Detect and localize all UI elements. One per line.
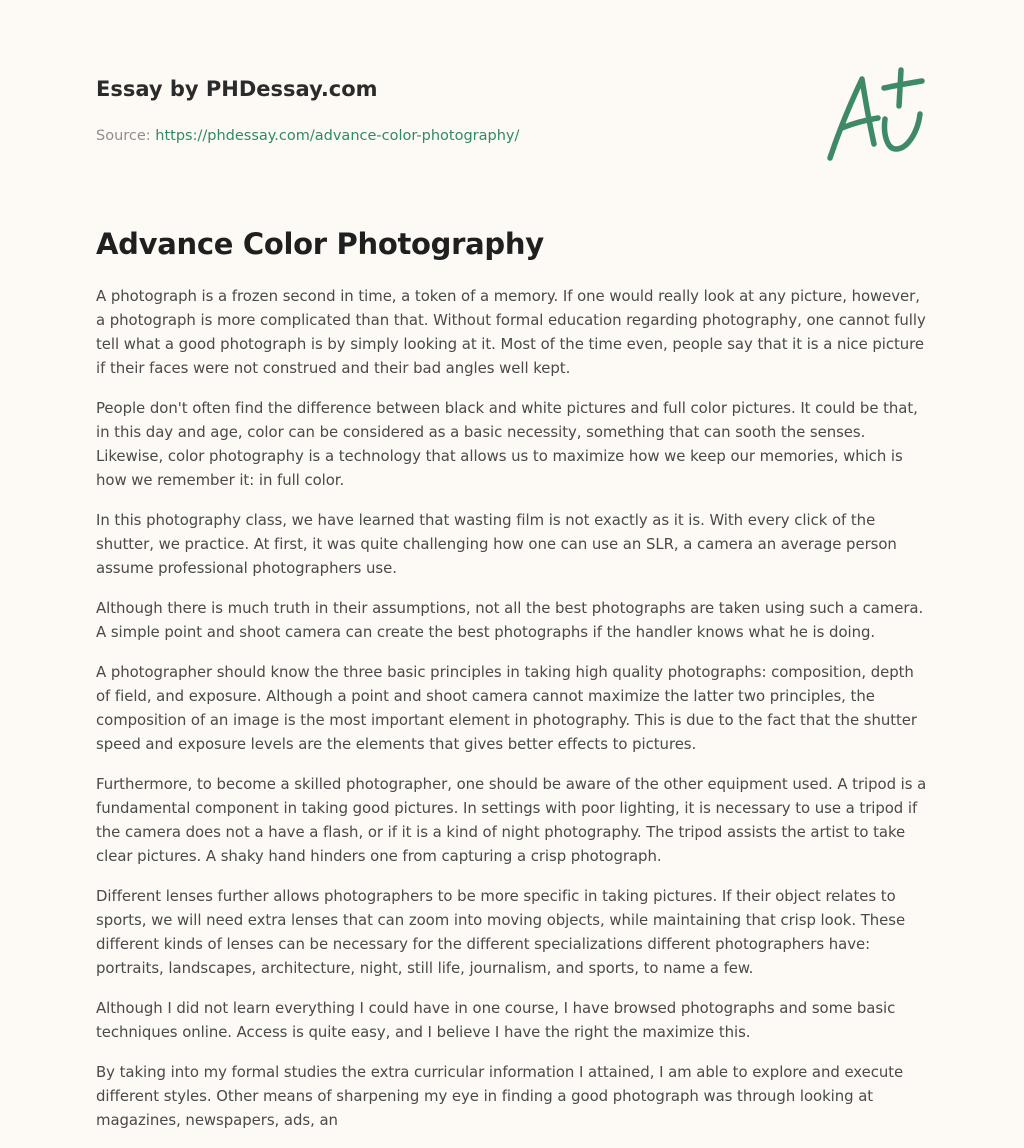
essay-header [96,74,696,146]
essay-paragraph: Furthermore, to become a skilled photographer, one should be aware of the other equipment used. A tripod is a fundamental component in taking good pictures. In settings with poor lighting, it is necessary to use a tripod if the camera does not a have a flash, or if it is a kind of night photography. The tripod assists the artist to take clear pictures. A shaky hand hinders one from capturing a crisp photograph. [96,775,927,865]
essay-paragraph: By taking into my formal studies the extra curricular information I attained, I am able to explore and execute different styles. Other means of sharpening my eye in finding a good photograph was through looking at magazines, newspapers, ads, an [96,1063,904,1129]
site-brand: Essay by PHDessay.com [96,77,378,101]
essay-paragraph: A photograph is a frozen second in time, a token of a memory. If one would really look at any picture, however, a photograph is more complicated than that. Without formal education regarding photography, one cannot fully tell what a good photograph is by simply looking at it. Most of the time even, people say that it is a nice picture if their faces were not construed and their bad angles well kept. [96,287,926,377]
essay-body [96,284,930,1148]
a-plus-logo-icon [820,66,928,166]
essay-paragraph: Different lenses further allows photographers to be more specific in taking pictures. If their object relates to sports, we will need extra lenses that can zoom into moving objects, while maintaining that crisp look. These different kinds of lenses can be necessary for the different specializations different photographers have: portraits, landscapes, architecture, night, still life, journalism, and sports, to name a few. [96,887,906,977]
essay-paragraph: Although there is much truth in their assumptions, not all the best photographs are taken using such a camera. A simple point and shoot camera can create the best photographs if the handler knows what he is doing. [96,599,924,641]
essay-paragraph: A photographer should know the three basic principles in taking high quality photographs: composition, depth of field, and exposure. Although a point and shoot camera cannot maximize the latter two principles, the composition of an image is the most important element in photography. This is due to the fact that the shutter speed and exposure levels are the elements that gives better effects to pictures. [96,663,917,753]
essay-title: Advance Color Photography [96,227,544,261]
source-line [96,126,696,146]
source-link[interactable]: https://phdessay.com/advance-color-photography/ [155,128,520,144]
essay-paragraph: In this photography class, we have learned that wasting film is not exactly as it is. With every click of the shutter, we practice. At first, it was quite challenging how one can use an SLR, a camera an average person assume professional photographers use. [96,511,897,577]
essay-paragraph: People don't often find the difference between black and white pictures and full color pictures. It could be that, in this day and age, color can be considered as a basic necessity, something that can sooth the senses. Likewise, color photography is a technology that allows us to maximize how we keep our memories, which is how we remember it: in full color. [96,399,918,489]
essay-paragraph: Although I did not learn everything I could have in one course, I have browsed photographs and some basic techniques online. Access is quite easy, and I believe I have the right the maximize this. [96,999,896,1041]
source-label: Source: [96,128,156,144]
